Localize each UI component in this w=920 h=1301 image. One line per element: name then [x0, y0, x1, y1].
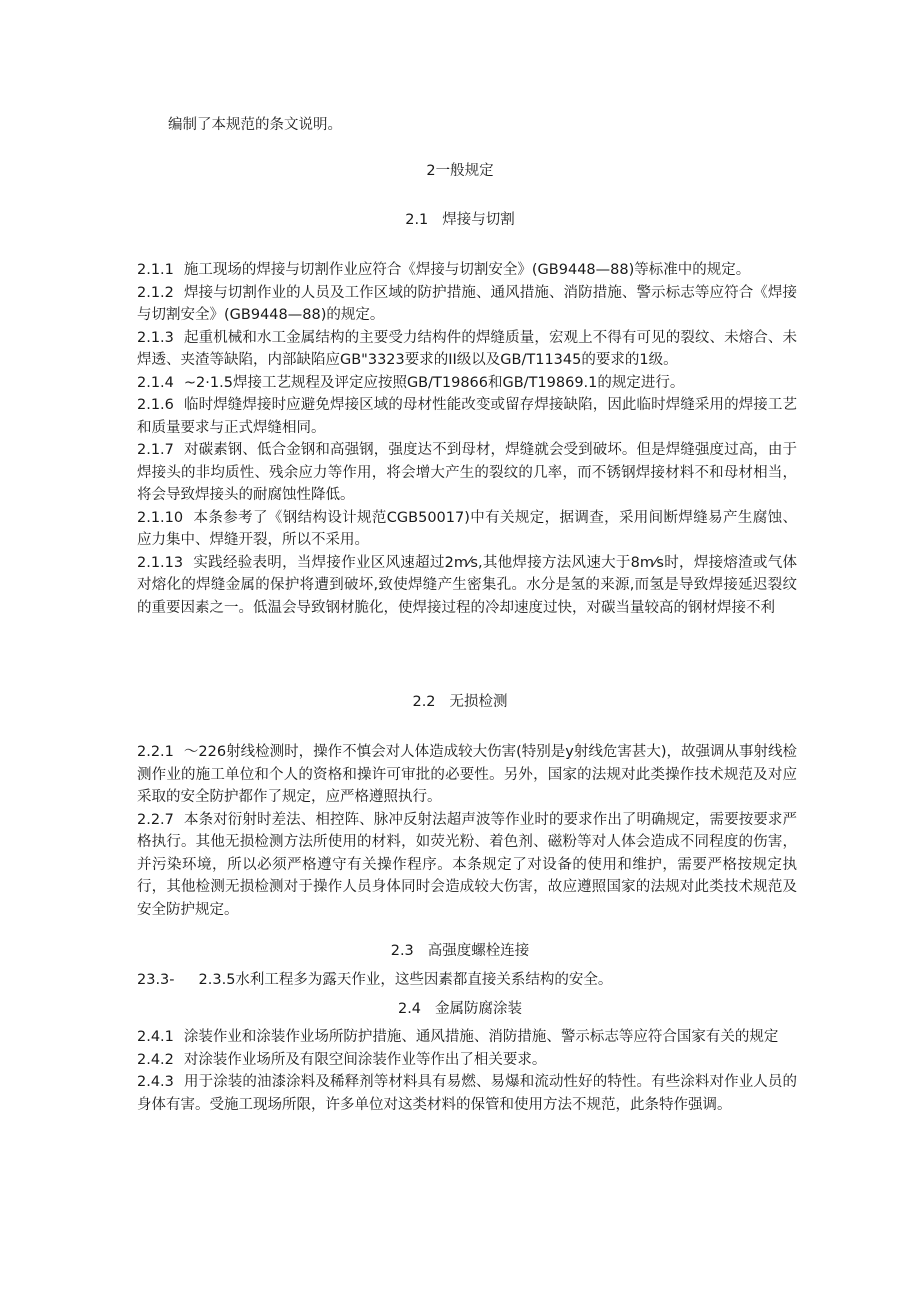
- clause-text: 本条参考了《钢结构设计规范CGB50017)中有关规定，据调查，采用间断焊缝易产生腐蚀、应力集中、焊缝开裂，所以不采用。: [137, 509, 797, 548]
- section-number: 2.3: [390, 943, 414, 959]
- clause: [137, 507, 797, 552]
- clause-text: 临时焊缝焊接时应避免焊接区域的母材性能改变或留存焊接缺陷，因此临时焊缝采用的焊接工艺和质量要求与正式焊缝相同。: [137, 397, 797, 436]
- clause-number: 2.1.10: [137, 509, 184, 526]
- section-number: 2.1: [405, 212, 429, 228]
- clause-number: 2.1.7: [137, 442, 174, 458]
- section-number: 2.2: [412, 694, 436, 710]
- clause: [137, 327, 797, 372]
- section-heading-2-4: [0, 998, 920, 1020]
- clause: [137, 1071, 797, 1116]
- section-title: 无损检测: [449, 694, 508, 710]
- clause: [137, 1049, 797, 1072]
- clause-number: 2.1.3: [137, 329, 174, 346]
- clause-number: 2.2.1: [137, 744, 174, 760]
- clause-text: 2.3.5水利工程多为露天作业，这些因素都直接关系结构的安全。: [198, 972, 613, 988]
- section-title: 高强度螺栓连接: [427, 943, 530, 959]
- clause-text: 对碳素钢、低合金钢和高强钢，强度达不到母材，焊缝就会受到破坏。但是焊缝强度过高，由于焊接头的非均质性、残余应力等作用，将会增大产生的裂纹的几率，而不锈钢焊接材料不和母材相当，将会导致焊接头的耐腐蚀性降低。: [137, 442, 797, 503]
- clause-text: 本条对衍射时差法、相控阵、脉冲反射法超声波等作业时的要求作出了明确规定，需要按要求严格执行。其他无损检测方法所使用的材料，如荧光粉、着色剂、磁粉等对人体会造成不同程度的伤害，并污染环境，所以必须严格遵守有关操作程序。本条规定了对设备的使用和维护，需要严格按规定执行，其他检测无损检测对于操作人员身体同时会造成较大伤害，故应遵照国家的法规对此类技术规范及安全防护规定。: [137, 811, 797, 918]
- section-heading-2-3: [0, 940, 920, 962]
- clause-text: 施工现场的焊接与切割作业应符合《焊接与切割安全》(GB9448—88)等标准中的规定。: [183, 262, 751, 278]
- clause-text: 用于涂装的油漆涂料及稀释剂等材料具有易燃、易爆和流动性好的特性。有些涂料对作业人员的身体有害。受施工现场所限，许多单位对这类材料的保管和使用方法不规范，此条特作强调。: [137, 1074, 797, 1113]
- section-heading-2-1: [0, 209, 920, 231]
- clause-text: ~2·1.5焊接工艺规程及评定应按照GB/T19866和GB/T19869.1的规定进行。: [183, 374, 685, 391]
- clause-number: 2.4.1: [137, 1029, 174, 1045]
- section-title: 金属防腐涂装: [435, 1001, 523, 1017]
- clause-number: 2.1.2: [137, 284, 174, 301]
- clauses-2-1: [137, 259, 797, 619]
- clause: [137, 741, 797, 809]
- clause-number: 2.2.7: [137, 811, 174, 828]
- clause: [137, 282, 797, 327]
- section-number: 2.4: [397, 1001, 422, 1017]
- clause: [137, 439, 797, 507]
- clause-text: 涂装作业和涂装作业场所防护措施、通风措施、消防措施、警示标志等应符合国家有关的规定: [183, 1029, 779, 1045]
- section-heading-2-2: [0, 691, 920, 713]
- clause: [137, 394, 797, 439]
- clauses-2-3: [137, 969, 797, 992]
- clause-number: 2.1.13: [137, 554, 184, 571]
- clause-number: 2.1.4: [137, 374, 174, 391]
- clause: [137, 552, 797, 620]
- clause: [137, 1026, 797, 1049]
- clause: [137, 809, 797, 922]
- intro-line: 编制了本规范的条文说明。: [168, 117, 342, 133]
- clause-number: 2.1.6: [137, 397, 174, 413]
- clause: [137, 259, 797, 282]
- clause-number: 2.1.1: [137, 262, 174, 278]
- clause-text: 焊接与切割作业的人员及工作区域的防护措施、通风措施、消防措施、警示标志等应符合《焊接与切割安全》(GB9448—88)的规定。: [137, 284, 797, 323]
- clause-number: 23.3-: [137, 972, 175, 988]
- clause-text: ～226射线检测时，操作不慎会对人体造成较大伤害(特别是y射线危害甚大)，故强调从事射线检测作业的施工单位和个人的资格和操许可审批的必要性。另外，国家的法规对此类操作技术规范及对应采取的安全防护都作了规定，应严格遵照执行。: [137, 744, 797, 805]
- clause-text: 起重机械和水工金属结构的主要受力结构件的焊缝质量，宏观上不得有可见的裂纹、未熔合、未焊透、夹渣等缺陷，内部缺陷应GB"3323要求的II级以及GB/T11345的要求的1级。: [137, 329, 797, 368]
- clause-number: 2.4.3: [137, 1074, 174, 1090]
- clauses-2-2: [137, 741, 797, 921]
- section-title: 焊接与切割: [442, 212, 515, 228]
- clause-text: 对涂装作业场所及有限空间涂装作业等作出了相关要求。: [183, 1051, 547, 1068]
- clauses-2-4: [137, 1026, 797, 1116]
- chapter-title: 2一般规定: [426, 163, 494, 179]
- clause-number: 2.4.2: [137, 1051, 174, 1068]
- clause-text: 实践经验表明，当焊接作业区风速超过2m⁄s,其他焊接方法风速大于8m⁄s时，焊接熔渣或气体对熔化的焊缝金属的保护将遭到破坏,致使焊缝产生密集孔。水分是氢的来源,而氢是导致焊接延迟裂纹的重要因素之一。低温会导致钢材脆化，使焊接过程的冷却速度过快，对碳当量较高的钢材焊接不利: [137, 554, 797, 616]
- clause: [137, 372, 797, 395]
- clause: [137, 969, 797, 992]
